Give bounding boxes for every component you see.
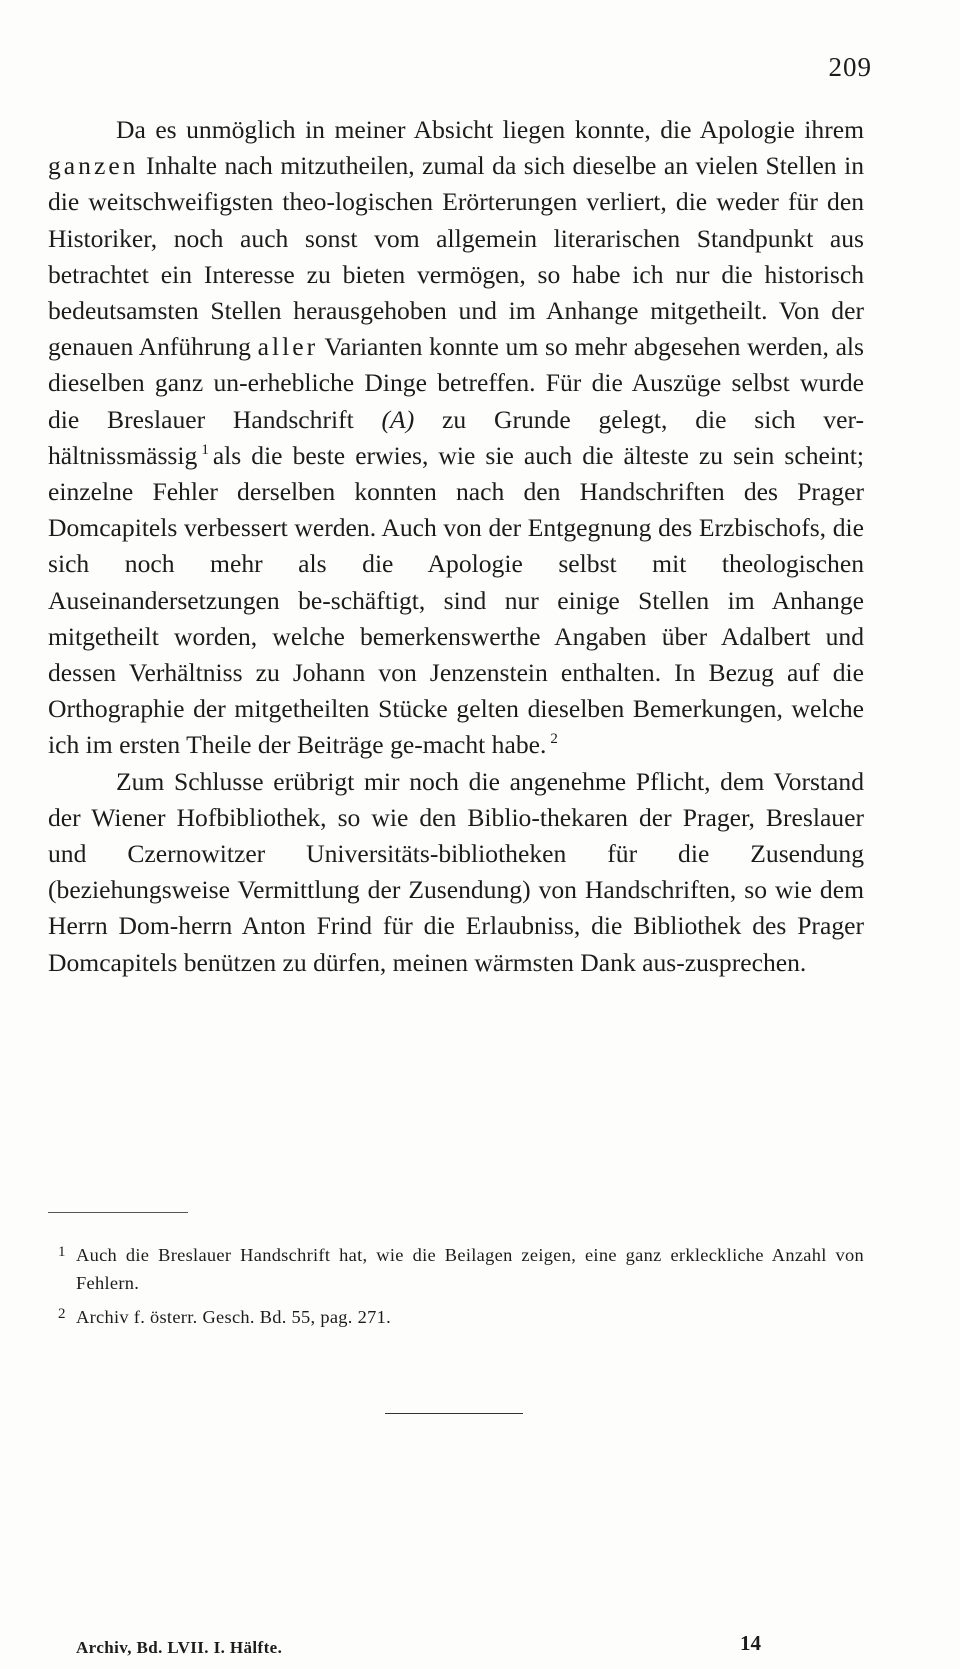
text-run: Da es unmöglich in meiner Absicht liegen konnte, die Apologie ihrem [116,115,864,144]
body-text [48,112,864,981]
paragraph [48,112,864,764]
emphasis-spaced: aller [257,332,319,362]
footnote-ref-2[interactable]: 2 [550,731,558,748]
footnote-ref-1[interactable]: 1 [201,441,209,458]
signature-line: Archiv, Bd. LVII. I. Hälfte. [76,1638,283,1657]
end-rule [385,1413,523,1414]
footnote-separator [48,1212,188,1213]
text-run: zu Grunde gelegt, die sich ver-hältnissmässig [48,404,864,470]
text-run: Zum Schlusse erübrigt mir noch die angenehme Pflicht, dem Vorstand der Wiener Hofbibliothek, so wie den Biblio-thekaren der Prager, Breslauer und Czernowitzer Universitäts-bibliotheken für die Zusendung (beziehungsweise Vermittlung der Zusendung) von Handschriften, so wie dem Herrn Dom-herrn Anton Frind für die Erlaubniss, die Bibliothek des Prager Domcapitels benützen zu dürfen, meinen wärmsten Dank aus-zusprechen. [48,766,864,977]
text-run: als die beste erwies, wie sie auch die älteste zu sein scheint; einzelne Fehler derselben konnten nach den Handschriften des Prager Domcapitels verbessert werden. Auch von der Entgegnung des Erzbischofs, die sich noch mehr als die Apologie selbst mit theologischen Auseinandersetzungen be-schäftigt, sind nur einige Stellen im Anhange mitgetheilt worden, welche bemerkenswerthe Angaben über Adalbert und dessen Verhältniss zu Johann von Jenzenstein enthalten. In Bezug auf die Orthographie der mitgetheilten Stücke gelten dieselben Bemerkungen, welche ich im ersten Theile der Beiträge ge-macht habe. [48,440,864,760]
footnote-marker: 1 [58,1244,66,1260]
footnote-text: Auch die Breslauer Handschrift hat, wie die Beilagen zeigen, eine ganz erkleckliche Anzahl von Fehlern. [76,1245,864,1293]
footnotes [48,1238,864,1334]
footnote-text: Archiv f. österr. Gesch. Bd. 55, pag. 271. [76,1307,391,1327]
manuscript-siglum: (A) [381,404,415,434]
paragraph [48,764,864,981]
emphasis-spaced: ganzen [48,151,139,181]
text-run: Inhalte nach mitzutheilen, zumal da sich dieselbe an vielen Stellen in die weitschweifigsten theo-logischen Erörterungen verliert, die weder für den Historiker, noch auch sonst vom allgemein literarischen Standpunkt aus betrachtet ein Interesse zu bieten vermögen, so habe ich nur die historisch bedeutsamsten Stellen herausgehoben und im Anhange mitgetheilt. Von der genauen Anführung [48,151,864,362]
page-number: 209 [828,52,872,82]
footnote-2 [48,1300,864,1331]
sheet-number: 14 [740,1631,761,1655]
footnote-marker: 2 [58,1306,66,1322]
footnote-1 [48,1238,864,1297]
text-run: Varianten konnte um so mehr abgesehen werden, als dieselben ganz un-erhebliche Dinge betreffen. Für die Auszüge selbst wurde die Breslauer Handschrift [48,332,865,434]
